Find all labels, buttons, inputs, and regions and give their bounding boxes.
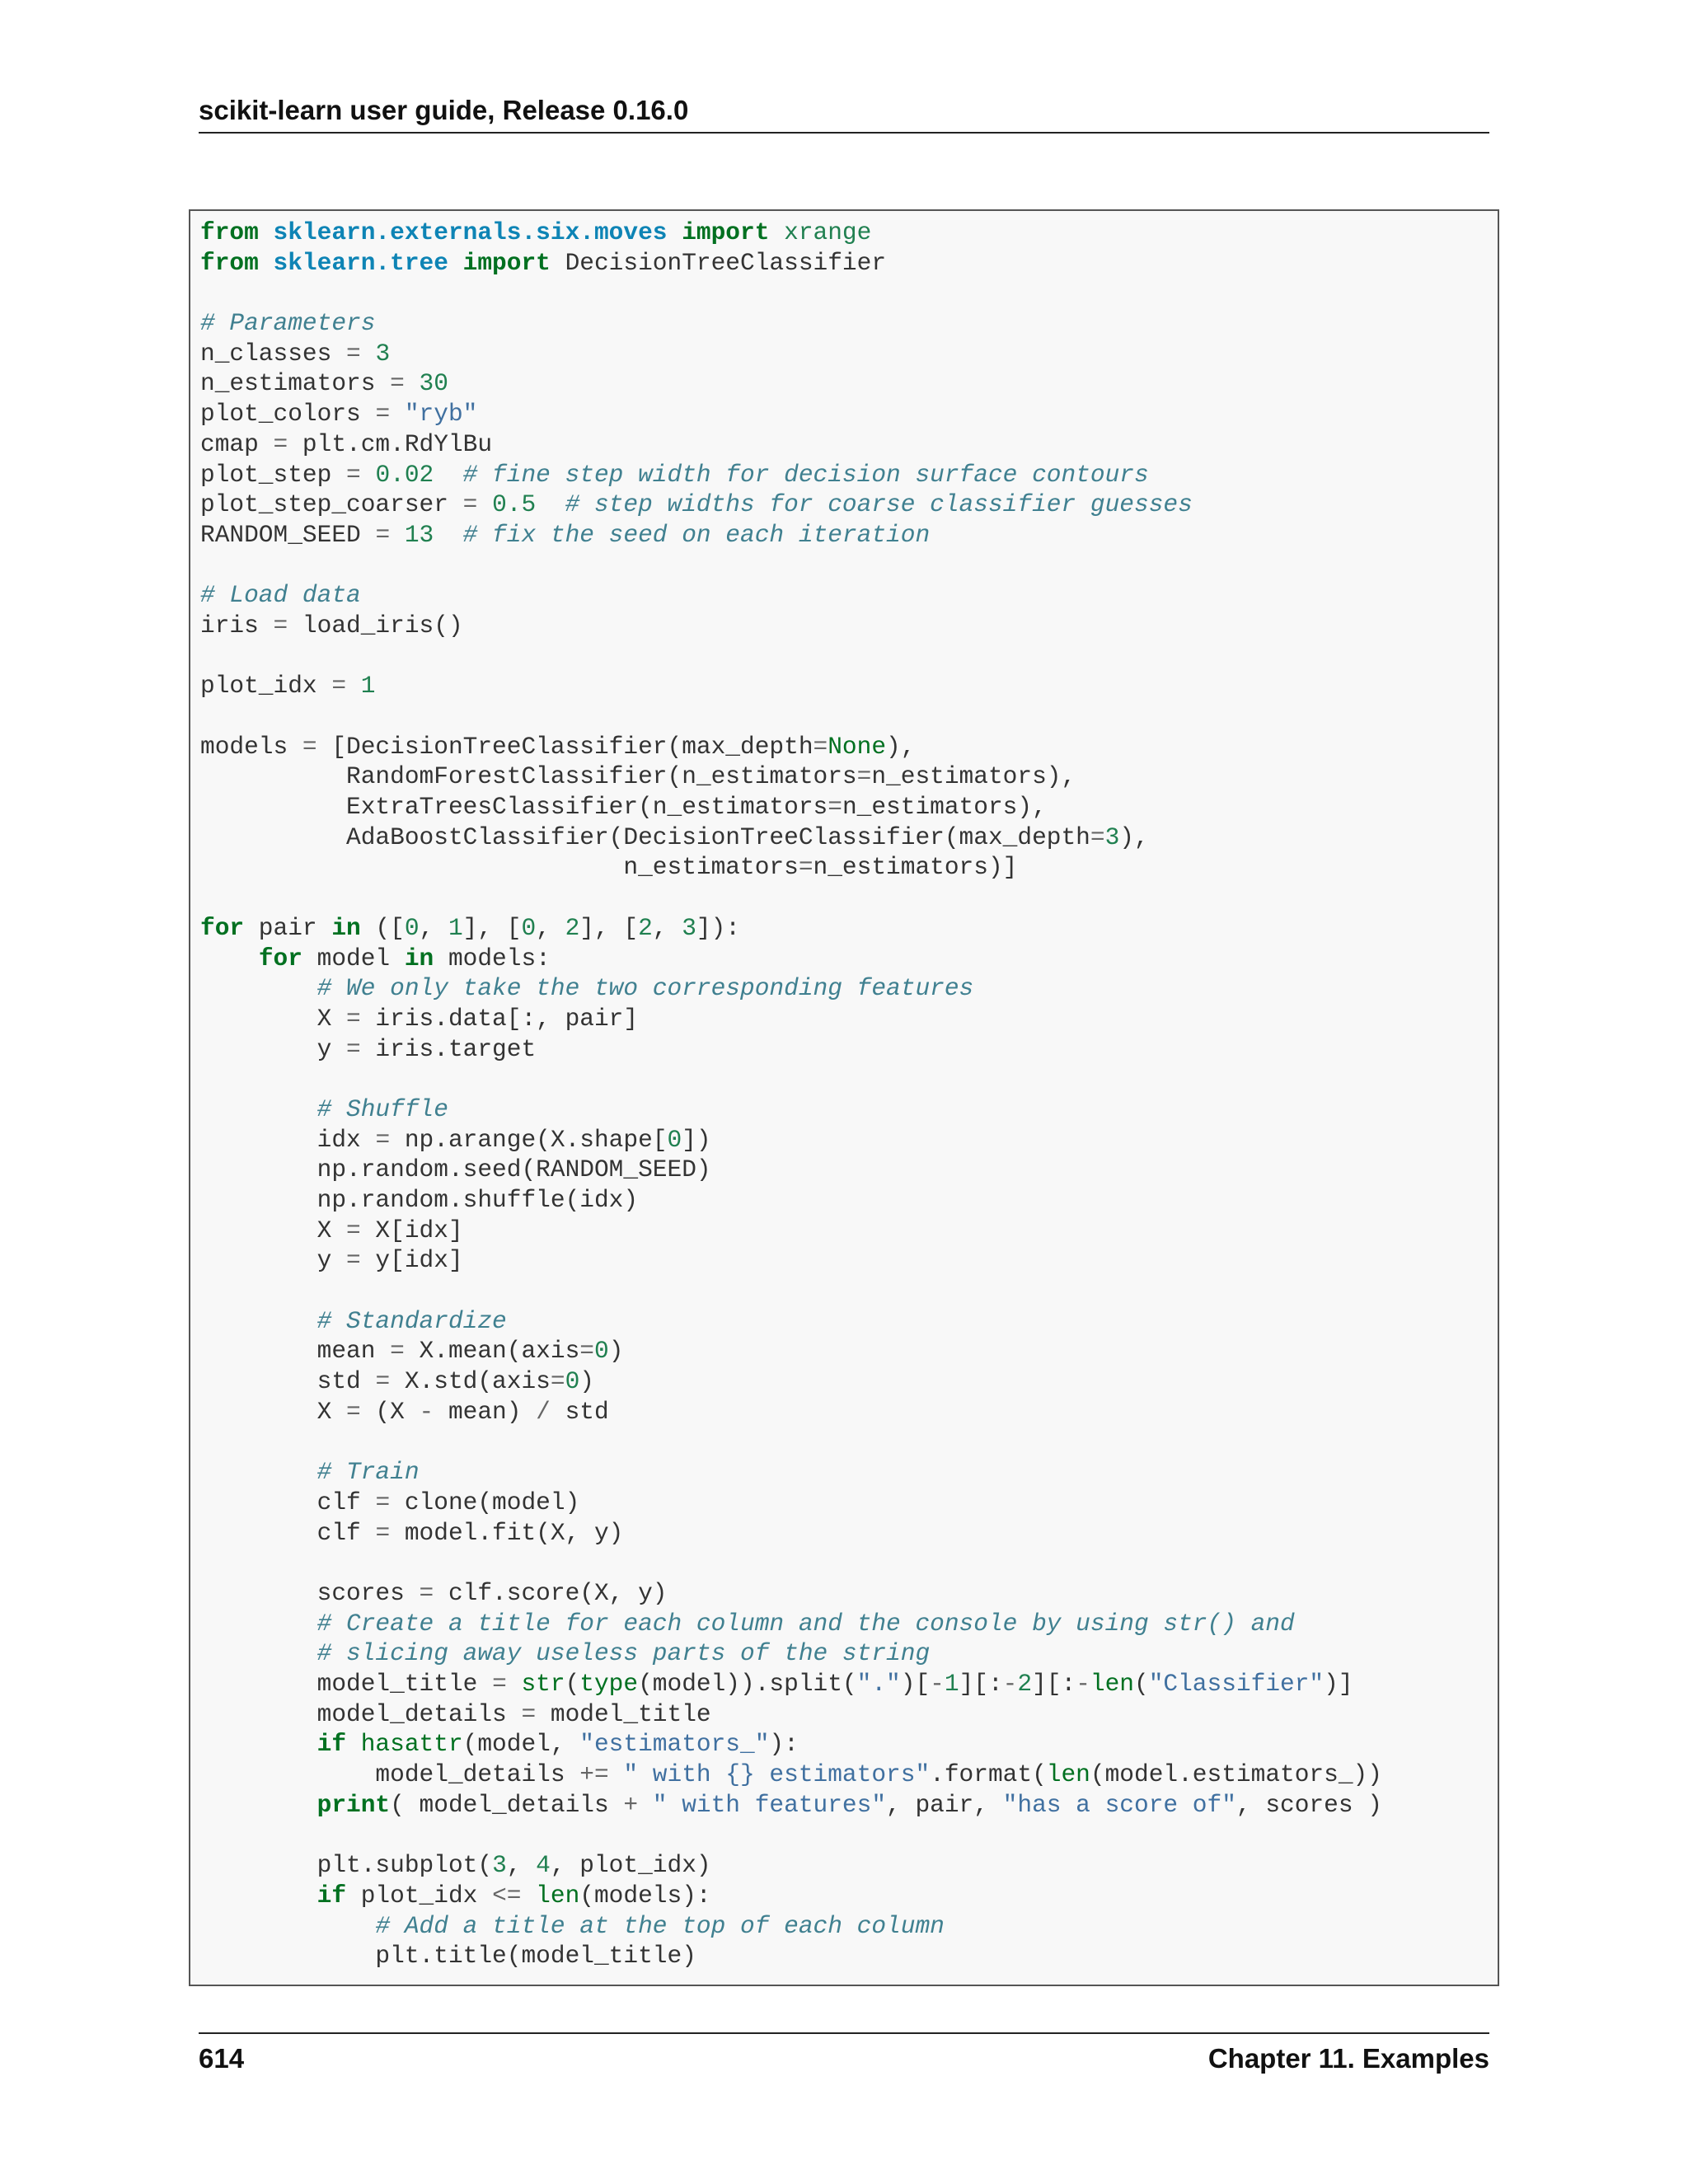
operator: =: [856, 762, 872, 791]
comment: # slicing away useless parts of the string: [316, 1639, 931, 1668]
code-line: [200, 852, 1382, 883]
code-text: ], [: [462, 913, 522, 942]
operator: =: [828, 793, 842, 822]
number-literal: 0: [521, 913, 537, 942]
code-text: clf.score(X, y): [434, 1578, 668, 1607]
code-text: AdaBoostClassifier(DecisionTreeClassifier(max_depth: [200, 823, 1090, 851]
code-text: [259, 218, 274, 246]
number-literal: 0: [667, 1125, 682, 1154]
code-text: plt.subplot(: [200, 1851, 493, 1880]
running-title: scikit-learn user guide, Release 0.16.0: [199, 95, 689, 125]
number-literal: 0: [593, 1337, 609, 1366]
string-literal: " with features": [652, 1790, 887, 1819]
operator: =: [419, 1578, 434, 1607]
code-text: [668, 218, 682, 246]
code-line: [200, 1216, 1382, 1246]
operator: -: [930, 1670, 945, 1698]
code-text: RandomForestClassifier(n_estimators: [200, 762, 857, 791]
code-line: [200, 1034, 1382, 1065]
code-text: model.fit(X, y): [390, 1518, 624, 1547]
code-line: [200, 1609, 1382, 1639]
number-literal: 3: [1104, 823, 1120, 851]
code-text: n_estimators),: [842, 793, 1047, 822]
code-text: ExtraTreesClassifier(n_estimators: [200, 793, 828, 822]
operator: =: [579, 1337, 594, 1366]
code-text: iris.target: [360, 1034, 537, 1063]
code-text: ][:: [1032, 1670, 1076, 1698]
code-text: ,: [419, 913, 448, 942]
code-line: [200, 490, 1382, 520]
code-text: iris: [200, 611, 274, 640]
code-text: [259, 249, 274, 277]
code-line: [200, 1669, 1382, 1699]
page-number: 614: [199, 2043, 245, 2074]
code-text: pair: [244, 913, 332, 942]
code-text: (: [1134, 1670, 1149, 1698]
operator: =: [375, 1518, 391, 1547]
code-line: [200, 1125, 1382, 1155]
code-text: model: [302, 944, 405, 972]
operator: +=: [579, 1760, 609, 1789]
code-text: , pair,: [886, 1790, 1003, 1819]
code-line: [200, 1094, 1382, 1125]
code-line: [200, 1185, 1382, 1216]
code-line: [200, 339, 1382, 369]
code-line: [200, 218, 1382, 248]
code-text: model_title: [200, 1670, 493, 1698]
code-text: iris.data[:, pair]: [360, 1004, 639, 1033]
code-text: clf: [200, 1488, 376, 1516]
code-text: plot_colors: [200, 400, 376, 429]
builtin: type: [579, 1670, 639, 1698]
comment: # Train: [316, 1458, 420, 1487]
code-text: [DecisionTreeClassifier(max_depth: [316, 732, 814, 761]
number-literal: 3: [375, 339, 391, 368]
code-line: [200, 1488, 1382, 1518]
code-text: [361, 461, 376, 489]
code-text: [200, 944, 259, 972]
code-text: n_estimators),: [871, 762, 1076, 791]
string-literal: "Classifier": [1148, 1670, 1325, 1698]
code-text: ,: [536, 913, 565, 942]
code-text: [390, 400, 405, 428]
operator: =: [375, 1488, 391, 1516]
code-text: [200, 1730, 317, 1758]
code-line: [200, 1336, 1382, 1366]
code-text: DecisionTreeClassifier: [550, 248, 887, 277]
code-text: std: [550, 1397, 609, 1426]
code-text: ,: [506, 1851, 537, 1880]
code-text: clone(model): [390, 1488, 580, 1516]
number-literal: 1: [448, 913, 463, 942]
code-line: [200, 1427, 1382, 1458]
code-text: mean: [200, 1337, 391, 1366]
operator: -: [1002, 1670, 1018, 1698]
code-text: cmap: [200, 429, 274, 458]
code-line: [200, 701, 1382, 732]
code-text: (X: [360, 1397, 420, 1426]
number-literal: 0: [404, 913, 420, 942]
keyword: in: [404, 944, 434, 972]
code-text: [536, 490, 565, 518]
comment: # fine step width for decision surface contours: [462, 460, 1149, 489]
code-text: X.std(axis: [390, 1367, 551, 1396]
operator: =: [550, 1367, 565, 1396]
code-text: [609, 1760, 624, 1788]
operator: =: [346, 1004, 361, 1033]
code-text: [200, 974, 317, 1002]
code-line: [200, 1941, 1382, 1971]
code-text: scores: [200, 1578, 420, 1607]
code-text: [200, 1791, 317, 1819]
code-line: [200, 368, 1382, 399]
code-text: [200, 1307, 317, 1335]
builtin: str: [521, 1670, 565, 1698]
code-line: [200, 308, 1382, 339]
code-text: .format(: [930, 1760, 1047, 1789]
code-text: ,: [652, 913, 682, 942]
code-line: [200, 1820, 1382, 1850]
operator: =: [273, 429, 288, 458]
code-line: [200, 1911, 1382, 1942]
operator: =: [375, 520, 391, 549]
code-text: )]: [1324, 1670, 1353, 1698]
number-literal: 0.02: [375, 460, 434, 489]
code-text: std: [200, 1367, 376, 1396]
string-literal: "ryb": [404, 400, 478, 429]
code-text: np.random.shuffle(idx): [200, 1186, 639, 1214]
code-text: X: [200, 1004, 347, 1033]
comment: # Standardize: [316, 1306, 507, 1335]
operator: =: [346, 1246, 361, 1275]
builtin: len: [1090, 1670, 1134, 1698]
code-text: ([: [360, 913, 405, 942]
code-text: plt.cm.RdYlBu: [288, 429, 493, 458]
code-text: (model,: [462, 1730, 580, 1759]
chapter-title: Chapter 11. Examples: [1207, 2043, 1489, 2074]
keyword: for: [200, 913, 245, 942]
keyword: for: [258, 944, 302, 972]
code-text: X: [200, 1397, 347, 1426]
code-text: [200, 1095, 317, 1123]
operator: =: [346, 460, 361, 489]
code-text: [346, 1730, 361, 1758]
code-text: [507, 1670, 522, 1698]
operator: =: [462, 490, 478, 519]
operator: =: [331, 672, 347, 701]
code-text: [200, 1610, 317, 1638]
code-line: [200, 248, 1382, 279]
code-line: [200, 1276, 1382, 1306]
code-line: [200, 732, 1382, 762]
code-line: [200, 913, 1382, 944]
number-literal: 0: [565, 1367, 580, 1396]
code-text: [448, 249, 463, 277]
code-line: [200, 1397, 1382, 1427]
comment: # fix the seed on each iteration: [462, 520, 931, 549]
code-text: X[idx]: [360, 1216, 463, 1244]
footer-rule: [199, 2032, 1489, 2034]
builtin: len: [536, 1881, 580, 1910]
code-text: X: [200, 1216, 347, 1244]
operator: =: [813, 732, 828, 761]
operator: =: [273, 611, 288, 640]
number-literal: 2: [1017, 1670, 1033, 1698]
operator: =: [798, 853, 814, 882]
code-text: ]): [682, 1125, 711, 1154]
code-text: mean): [434, 1397, 537, 1426]
code-text: (model.estimators_)): [1090, 1760, 1382, 1789]
code-text: n_estimators: [200, 369, 391, 398]
code-line: [200, 611, 1382, 641]
number-literal: 3: [682, 913, 696, 942]
code-text: ]):: [696, 913, 741, 942]
code-text: models:: [434, 944, 551, 972]
code-line: [200, 1790, 1382, 1821]
code-text: ): [579, 1367, 594, 1396]
code-text: plot_idx: [346, 1881, 493, 1910]
code-line: [200, 762, 1382, 792]
code-text: y: [200, 1034, 347, 1063]
code-line: [200, 1004, 1382, 1034]
code-text: load_iris(): [288, 611, 463, 640]
code-text: model_details: [200, 1760, 580, 1789]
operator: =: [390, 1337, 405, 1366]
code-line: [200, 973, 1382, 1004]
operator: <=: [492, 1881, 522, 1910]
comment: # step widths for coarse classifier guesses: [565, 490, 1193, 519]
code-line: [200, 429, 1382, 460]
operator: =: [346, 1397, 361, 1426]
code-line: [200, 1699, 1382, 1730]
module-name: sklearn.tree: [273, 248, 448, 277]
code-line: [200, 823, 1382, 853]
code-text: [346, 672, 361, 700]
code-text: plot_step_coarser: [200, 490, 463, 519]
code-text: y: [200, 1246, 347, 1275]
code-text: [434, 521, 462, 549]
operator: =: [375, 1367, 391, 1396]
code-text: [361, 340, 376, 368]
comment: # Create a title for each column and the console by using str() and: [316, 1609, 1295, 1638]
code-block: [189, 209, 1499, 1986]
comment: # Load data: [200, 581, 361, 610]
code-text: model_title: [536, 1699, 711, 1728]
code-text: ): [608, 1337, 624, 1366]
code-text: (models):: [579, 1881, 711, 1910]
code-text: ),: [886, 732, 916, 761]
code-text: [405, 369, 420, 397]
number-literal: 4: [536, 1851, 551, 1880]
operator: =: [346, 1034, 361, 1063]
comment: # Add a title at the top of each column: [375, 1911, 945, 1940]
keyword: print: [316, 1790, 391, 1819]
keyword: if: [316, 1730, 347, 1759]
code-text: clf: [200, 1518, 376, 1547]
builtin: hasattr: [360, 1730, 463, 1759]
code-text: [769, 218, 784, 246]
code-line: [200, 1638, 1382, 1669]
code-text: model_details: [200, 1699, 522, 1728]
operator: =: [346, 339, 361, 368]
keyword: import: [462, 248, 551, 277]
code-line: [200, 944, 1382, 974]
code-line: [200, 1245, 1382, 1276]
code-text: n_classes: [200, 339, 347, 368]
code-line: [200, 1850, 1382, 1881]
operator: -: [1076, 1670, 1090, 1698]
code-text: ( model_details: [390, 1790, 624, 1819]
operator: =: [346, 1216, 361, 1244]
code-text: ], [: [579, 913, 639, 942]
code-line: [200, 1366, 1382, 1397]
code-line: [200, 1578, 1382, 1609]
code-line: [200, 883, 1382, 913]
code-line: [200, 1155, 1382, 1185]
operator: =: [375, 400, 391, 429]
code-text: [638, 1791, 653, 1819]
code-text: [390, 521, 405, 549]
code-line: [200, 520, 1382, 551]
comment: # Shuffle: [316, 1094, 448, 1123]
code-line: [200, 1306, 1382, 1337]
code-text: n_estimators)]: [813, 853, 1018, 882]
code-text: )[: [900, 1670, 931, 1698]
number-literal: 30: [419, 369, 448, 398]
string-literal: "has a score of": [1002, 1790, 1236, 1819]
code-line: [200, 460, 1382, 490]
string-literal: ".": [856, 1670, 901, 1698]
number-literal: 13: [404, 520, 434, 549]
keyword: from: [200, 218, 259, 246]
code-line: [200, 1548, 1382, 1578]
keyword: in: [331, 913, 361, 942]
code-text: (: [565, 1670, 580, 1698]
code-line: [200, 641, 1382, 672]
code-text: [200, 1882, 317, 1910]
number-literal: 3: [492, 1851, 507, 1880]
keyword: from: [200, 248, 259, 277]
operator: =: [521, 1699, 537, 1728]
code-text: , plot_idx): [550, 1851, 711, 1880]
code-text: np.random.seed(RANDOM_SEED): [200, 1155, 711, 1184]
comment: # Parameters: [200, 309, 376, 338]
code-text: ),: [1119, 823, 1149, 851]
operator: +: [623, 1790, 639, 1819]
operator: /: [536, 1397, 551, 1426]
keyword: if: [316, 1881, 347, 1910]
comment: # We only take the two corresponding features: [316, 974, 974, 1003]
code-text: , scores ): [1236, 1790, 1382, 1819]
operator: =: [492, 1670, 507, 1698]
code-listing: [200, 218, 1382, 1971]
module-name: sklearn.externals.six.moves: [273, 218, 668, 246]
number-literal: 1: [360, 672, 376, 701]
code-line: [200, 551, 1382, 581]
code-line: [200, 399, 1382, 429]
number-literal: 2: [565, 913, 580, 942]
builtin: None: [828, 732, 887, 761]
builtin: len: [1046, 1760, 1090, 1789]
operator: -: [419, 1397, 434, 1426]
code-line: [200, 580, 1382, 611]
code-text: [200, 1639, 317, 1667]
code-text: [434, 461, 462, 489]
code-text: idx: [200, 1125, 376, 1154]
code-line: [200, 1064, 1382, 1094]
number-literal: 2: [638, 913, 653, 942]
code-text: RANDOM_SEED: [200, 520, 376, 549]
code-text: y[idx]: [360, 1246, 463, 1275]
code-text: np.arange(X.shape[: [390, 1125, 668, 1154]
operator: =: [1090, 823, 1105, 851]
code-text: (model)).split(: [638, 1670, 857, 1698]
code-text: models: [200, 732, 302, 761]
code-line: [200, 278, 1382, 308]
code-text: n_estimators: [200, 853, 799, 882]
keyword: import: [682, 218, 770, 246]
code-text: [521, 1882, 536, 1910]
code-text: plot_step: [200, 460, 347, 489]
code-line: [200, 792, 1382, 823]
code-text: ):: [769, 1730, 799, 1759]
code-line: [200, 1457, 1382, 1488]
number-literal: 0.5: [492, 490, 537, 519]
string-literal: "estimators_": [579, 1730, 770, 1759]
code-line: [200, 1881, 1382, 1911]
code-line: [200, 1518, 1382, 1549]
code-text: ][:: [959, 1670, 1003, 1698]
code-text: plot_idx: [200, 672, 332, 701]
operator: =: [390, 369, 405, 398]
code-line: [200, 1760, 1382, 1790]
code-line: [200, 1729, 1382, 1760]
code-text: plt.title(model_title): [200, 1942, 696, 1971]
string-literal: " with {} estimators": [623, 1760, 931, 1789]
code-line: [200, 671, 1382, 701]
operator: =: [375, 1125, 391, 1154]
code-text: [477, 490, 492, 518]
code-text: [200, 1912, 375, 1940]
code-text: [200, 1458, 317, 1486]
page-header: [199, 92, 1489, 134]
number-literal: xrange: [784, 218, 872, 246]
operator: =: [302, 732, 317, 761]
number-literal: 1: [944, 1670, 959, 1698]
code-text: X.mean(axis: [404, 1337, 580, 1366]
